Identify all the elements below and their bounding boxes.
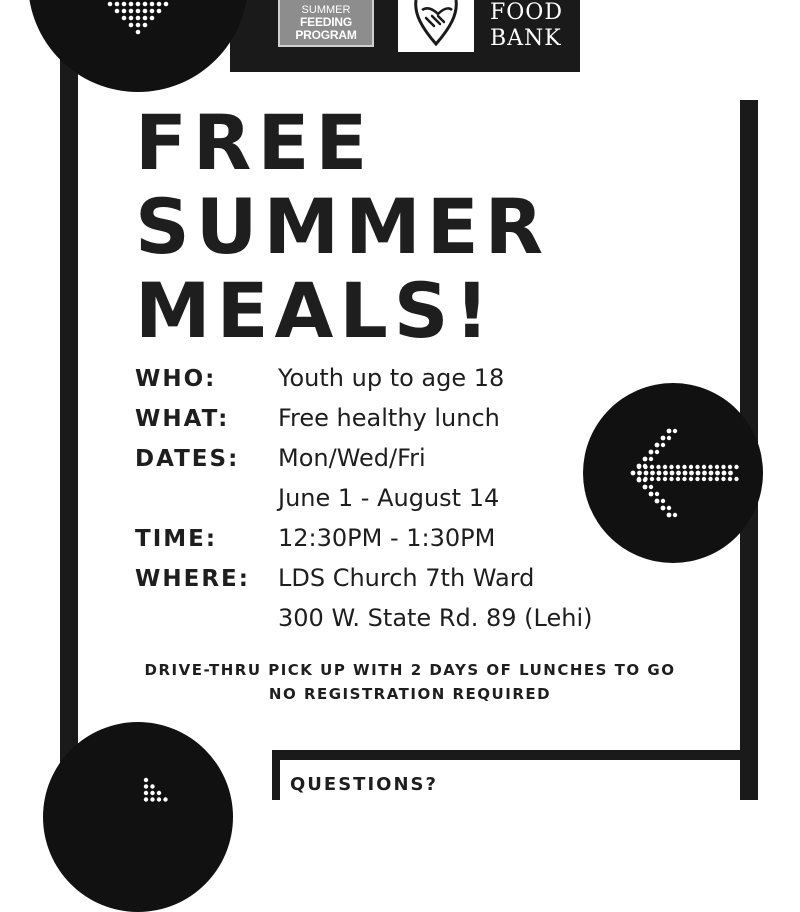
food-bank-line2: BANK — [490, 26, 562, 51]
where-address-value: 300 W. State Rd. 89 (Lehi) — [278, 604, 593, 632]
food-bank-line1: FOOD — [490, 0, 563, 25]
where-venue-value: LDS Church 7th Ward — [278, 564, 535, 592]
who-label: WHO: — [135, 366, 217, 392]
top-circle — [28, 0, 248, 92]
frame-left-bar — [60, 0, 78, 800]
headline-line2: SUMMER — [135, 182, 550, 271]
dotted-left-arrow-icon — [583, 383, 763, 563]
pickup-note: DRIVE-THRU PICK UP WITH 2 DAYS OF LUNCHES TO GO — [144, 661, 676, 679]
questions-box-top-rule — [272, 750, 748, 760]
dates-label: DATES: — [135, 446, 240, 472]
time-value: 12:30PM - 1:30PM — [278, 524, 496, 552]
dotted-arrow-icon — [43, 722, 233, 912]
where-label: WHERE: — [135, 566, 250, 592]
right-circle — [583, 383, 763, 563]
bottom-circle — [43, 722, 233, 912]
handshake-heart-icon — [398, 0, 474, 52]
logo-line-feeding: FEEDING — [300, 15, 352, 29]
time-label: TIME: — [135, 526, 218, 552]
questions-box-left-rule — [272, 750, 280, 800]
headline-line1: FREE — [135, 98, 374, 187]
dotted-heart-icon — [28, 0, 248, 92]
logo-line-summer: SUMMER — [301, 4, 351, 16]
food-bank-logo-text — [490, 0, 563, 52]
registration-note: NO REGISTRATION REQUIRED — [268, 685, 552, 703]
questions-heading: QUESTIONS? — [290, 774, 438, 795]
logo-line-program: PROGRAM — [295, 28, 357, 42]
what-label: WHAT: — [135, 406, 230, 432]
dates-range-value: June 1 - August 14 — [278, 484, 500, 512]
summer-feeding-program-logo — [278, 0, 374, 47]
who-value: Youth up to age 18 — [278, 364, 505, 392]
dates-days-value: Mon/Wed/Fri — [278, 444, 426, 472]
headline-line3: MEALS! — [135, 266, 496, 355]
what-value: Free healthy lunch — [278, 404, 500, 432]
